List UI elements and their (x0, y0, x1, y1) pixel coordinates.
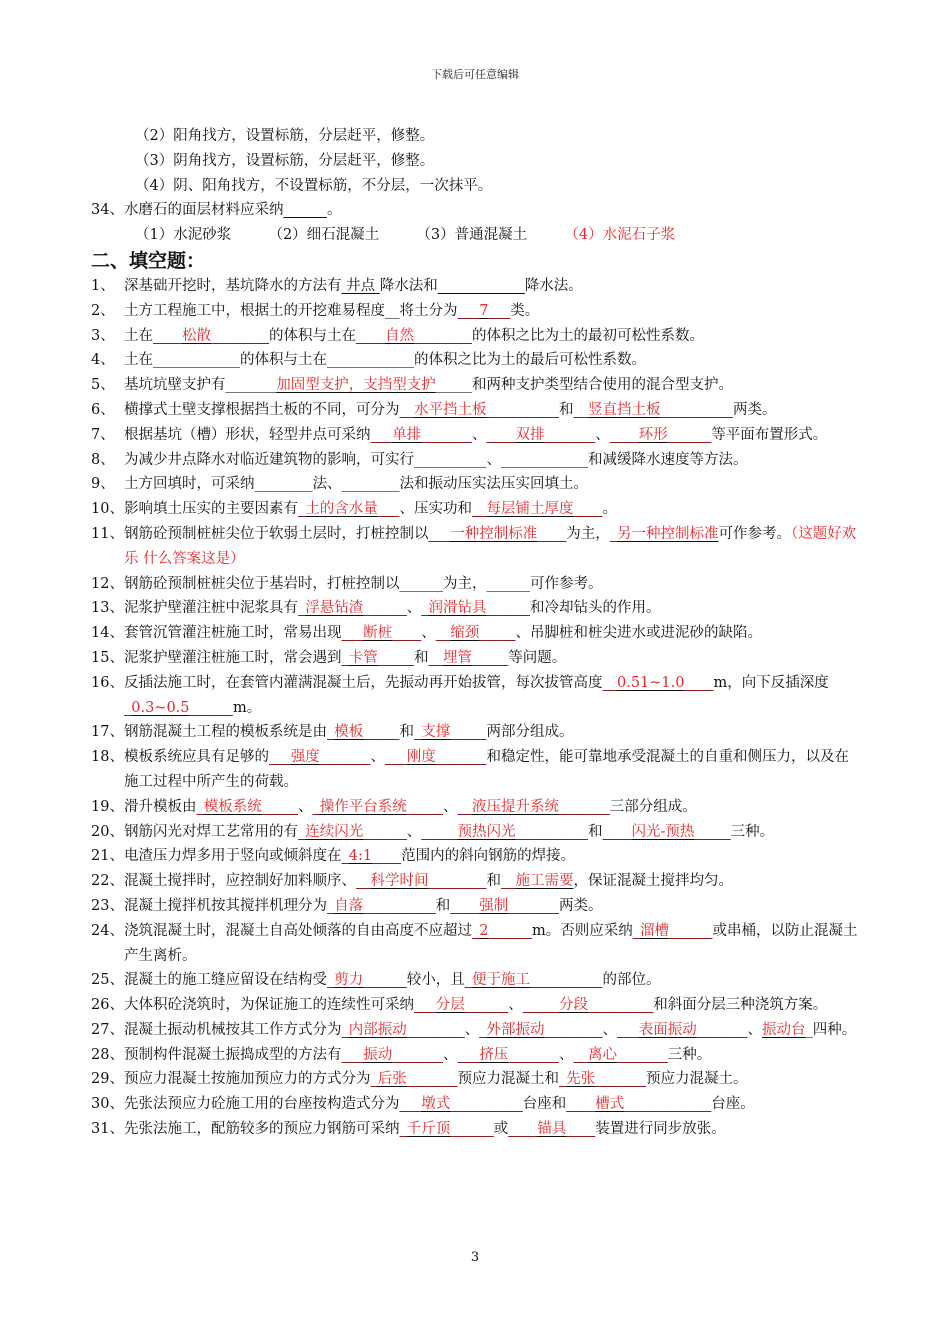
question-text: 和 (435, 897, 451, 914)
answer-text: _后张_______ (370, 1071, 458, 1088)
fill-question (91, 1043, 861, 1068)
option-2: （2）细石混凝土 (268, 227, 380, 244)
question-text: 深基础开挖时，基坑降水的方法有 (124, 277, 342, 294)
fill-question (91, 745, 861, 795)
answer-text: _4:1____ (341, 848, 402, 865)
question-text: 降水法。 (524, 277, 583, 294)
question-number: 16、 (91, 674, 124, 691)
question-text: 、 (508, 997, 523, 1014)
question-number: 27、 (91, 1021, 124, 1038)
question-text: 类。 (510, 302, 540, 319)
question-text: 、 (443, 1046, 458, 1063)
answer-text: _溜槽______ (632, 922, 713, 939)
question-number: 17、 (91, 724, 124, 741)
question-text: 混凝土的施工缝应留设在结构受 (124, 972, 327, 989)
answer-text: _便于施工__________ (464, 972, 603, 989)
question-text: 、 (298, 798, 313, 815)
answer-text: _2______ (472, 922, 532, 939)
question-number: 2、 (91, 302, 115, 319)
question-text: 、 (406, 823, 422, 840)
question-number: 4、 (91, 352, 115, 369)
question-text: 可作参考。 (718, 525, 791, 542)
answer-text: _自落__________ (327, 897, 436, 914)
question-text: 钢筋砼预制桩桩尖位于软弱土层时，打桩控制以 (124, 525, 429, 542)
question-text: 、 (747, 1021, 762, 1038)
answer-text: _____预热闪光__________ (421, 823, 588, 840)
question-number: 26、 (91, 997, 124, 1014)
question-number: 11、 (91, 525, 124, 542)
question-number: 1、 (91, 277, 115, 294)
question-text: m。 (233, 699, 262, 716)
question-number: 23、 (91, 897, 124, 914)
answer-text: ___振动_______ (341, 1046, 443, 1063)
fill-question (91, 497, 861, 522)
question-number: 3、 (91, 327, 115, 344)
fill-question (91, 299, 861, 324)
question-text: 套管沉管灌注桩施工时，常易出现 (124, 625, 342, 642)
question-text: 和 (559, 401, 574, 418)
fill-question (91, 448, 861, 473)
question-number: 25、 (91, 972, 124, 989)
question-number: 19、 (91, 798, 124, 815)
question-text: ，保证混凝土搅拌均匀。 (573, 873, 733, 890)
question-text: 、 (472, 426, 487, 443)
question-text: 范围内的斜向钢筋的焊接。 (401, 848, 576, 865)
fill-question (91, 472, 861, 497)
question-number: 24、 (91, 922, 124, 939)
answer-text: _剪力______ (327, 972, 407, 989)
question-text: 和 (414, 649, 429, 666)
question-number: 14、 (91, 625, 124, 642)
answer-text: __每层铺土厚度____ (472, 501, 603, 518)
answer-text: ___单排_______ (370, 426, 472, 443)
option-4-answer: （4）水泥石子浆 (564, 227, 676, 244)
fill-question (91, 671, 861, 721)
answer-text: __缩颈_____ (435, 625, 516, 642)
answer-text: ____锚具____ (508, 1121, 596, 1138)
question-text: 降水法和 (379, 277, 438, 294)
question-number: 22、 (91, 873, 124, 890)
option-line: （4）阴、阳角找方，不设置标筋，不分层，一次抹平。 (135, 177, 493, 194)
fill-question (91, 1067, 861, 1092)
fill-question (91, 1018, 861, 1043)
question-text: m。否则应采纳 (531, 922, 633, 939)
answer-text: _润滑钻具______ (421, 600, 530, 617)
question-text: 或 (493, 1121, 509, 1138)
question-text: 台座。 (711, 1096, 755, 1113)
fill-question (91, 596, 861, 621)
option-1: （1）水泥砂浆 (135, 227, 232, 244)
question-text: 泥浆护壁灌注桩施工时，常会遇到 (124, 649, 342, 666)
answer-text: __液压提升系统_______ (457, 798, 610, 815)
answer-text: ____环形______ (609, 426, 712, 443)
question-text: 两部分组成。 (486, 724, 574, 741)
question-number: 28、 (91, 1046, 124, 1063)
answer-text: __竖直挡土板__________ (573, 401, 733, 418)
fill-question (91, 869, 861, 894)
question-text: 三种。 (730, 823, 775, 840)
fill-question (91, 993, 861, 1018)
answer-text: ____槽式____________ (566, 1096, 712, 1113)
answer-text: 振动台 (762, 1021, 806, 1038)
question-text: 预制构件混凝土振捣成型的方法有 (124, 1046, 342, 1063)
question-text: 混凝土搅拌时，应控制好加料顺序、 (124, 873, 356, 890)
page-header-note: 下载后可任意编辑 (431, 68, 519, 81)
fill-question (91, 1117, 861, 1142)
question-text: 和斜面分层三种浇筑方案。 (653, 997, 828, 1014)
question-text: 台座和 (522, 1096, 567, 1113)
answer-text: ____强制_______ (450, 897, 559, 914)
answer-text: 加固型支护，支挡型支护 (276, 377, 436, 394)
question-text: 预应力混凝土。 (646, 1071, 748, 1088)
answer-text: ____自然________ (356, 327, 472, 344)
question-number: 20、 (91, 823, 124, 840)
question-text: 土方回填时，可采纳________法、________法和振动压实法压实回填土。 (124, 476, 588, 493)
question-text: 先张法预应力砼施工用的台座按构造式分为 (124, 1096, 400, 1113)
question-number: 31、 (91, 1121, 124, 1138)
question-text: 横撑式土壁支撑根据挡土板的不同，可分为 (124, 401, 400, 418)
question-34-options (91, 223, 861, 248)
answer-text: ____闪光-预热_____ (602, 823, 731, 840)
question-text: 土方工程施工中，根据土的开挖难易程度__将土分为 (124, 302, 458, 319)
question-number: 15、 (91, 649, 124, 666)
fill-question (91, 1092, 861, 1117)
answer-text: _土的含水量___ (298, 501, 400, 518)
annotation-note: （这题好欢乐 什么答案这是） (124, 525, 857, 567)
question-text: 基坑坑壁支护有_______ (124, 377, 277, 394)
question-text: 两类。 (733, 401, 777, 418)
question-text: 土在____________的体积与土在____________的体积之比为土的最后可松性系数。 (124, 352, 646, 369)
answer-text: _内部振动________ (341, 1021, 465, 1038)
question-text: 根据基坑（槽）形状，轻型井点可采纳 (124, 426, 371, 443)
question-text: _____和两种支护类型结合使用的混合型支护。 (435, 377, 733, 394)
question-number: 5、 (91, 377, 115, 394)
question-text: 水磨石的面层材料应采纳 (123, 202, 284, 219)
question-text: 为主， (566, 525, 610, 542)
question-text: 、 (406, 600, 422, 617)
question-text: 混凝土搅拌机按其搅拌机理分为 (124, 897, 327, 914)
question-text: 先张法施工，配筋较多的预应力钢筋可采纳 (124, 1121, 400, 1138)
question-text: 或串桶，以防止混凝土产生离析。 (124, 922, 858, 964)
fill-question (91, 398, 861, 423)
question-text: 钢筋混凝土工程的模板系统是由 (124, 724, 327, 741)
question-text: 、吊脚桩和桩尖进水或进泥砂的缺陷。 (515, 625, 762, 642)
document-body (91, 124, 861, 1142)
question-text: 土在 (124, 327, 153, 344)
answer-text: _浮悬钻渣______ (298, 600, 407, 617)
fill-question (91, 795, 861, 820)
question-text: 、 (421, 625, 436, 642)
question-text: _四种。 (805, 1021, 857, 1038)
answer-text: _连续闪光______ (298, 823, 407, 840)
question-text: 影响填土压实的主要因素有 (124, 501, 298, 518)
fill-question (91, 646, 861, 671)
question-text: 三部分组成。 (609, 798, 697, 815)
question-text: 大体积砼浇筑时，为保证施工的连续性可采纳 (124, 997, 414, 1014)
answer-text: _先张_______ (559, 1071, 646, 1088)
question-text: 钢筋闪光对焊工艺常用的有 (124, 823, 298, 840)
question-text: 预应力混凝土和 (457, 1071, 559, 1088)
fill-in-question-list (91, 274, 861, 1142)
question-text: 两类。 (559, 897, 603, 914)
question-text: 三种。 (667, 1046, 712, 1063)
question-text: 和 (399, 724, 414, 741)
answer-text: __施工需要 (501, 873, 574, 890)
question-number: 12、 (91, 575, 124, 592)
question-number: 30、 (91, 1096, 124, 1113)
question-number: 13、 (91, 600, 124, 617)
answer-text: _卡管_____ (341, 649, 414, 666)
question-text: 、 (370, 749, 385, 766)
answer-text: __0.51~1.0____ (602, 674, 714, 691)
question-text: 浇筑混凝土时，混凝土自高处倾落的自由高度不应超过 (124, 922, 472, 939)
answer-text: ___表面振动_______ (617, 1021, 748, 1038)
question-text: 、压实功和 (399, 501, 472, 518)
question-text: 等平面布置形式。 (711, 426, 828, 443)
page-number: 3 (470, 1250, 480, 1265)
question-text: 的部位。 (602, 972, 661, 989)
question-text: 、 (595, 426, 610, 443)
fill-question (91, 572, 861, 597)
fill-question (91, 844, 861, 869)
fill-question (91, 348, 861, 373)
answer-blank: 井点 (341, 277, 380, 294)
answer-text: _0.3~0.5______ (124, 699, 234, 716)
question-number: 29、 (91, 1071, 124, 1088)
question-text: 滑升模板由 (124, 798, 197, 815)
section-title: 二、填空题： (91, 249, 206, 272)
question-text: 钢筋砼预制桩桩尖位于基岩时，打桩控制以______为主，______可作参考。 (124, 575, 603, 592)
question-text: 和稳定性，能可靠地承受混凝土的自重和侧压力，以及在施工过程中所产生的荷载。 (124, 749, 849, 790)
fill-question (91, 274, 861, 299)
answer-text: _支撑_____ (414, 724, 487, 741)
answer-text: ____松散________ (153, 327, 269, 344)
answer-text: ___7___ (457, 302, 511, 319)
answer-text: ___强度_______ (269, 749, 371, 766)
question-text: 、 (559, 1046, 574, 1063)
question-text: 电渣压力焊多用于竖向或倾斜度在 (124, 848, 342, 865)
fill-question (91, 968, 861, 993)
question-text: 模板系统应具有足够的 (124, 749, 269, 766)
fill-question (91, 522, 861, 572)
question-34: 34、水磨石的面层材料应采纳______。 (91, 202, 342, 219)
answer-text: _模板_____ (327, 724, 400, 741)
option-line: （3）阴角找方，设置标筋，分层赶平，修整。 (135, 152, 435, 169)
question-text: 较小，且 (406, 972, 465, 989)
question-text: 和 (486, 873, 501, 890)
question-number: 18、 (91, 749, 124, 766)
answer-text: ___一种控制标准____ (428, 525, 567, 542)
question-text: 和冷却钻头的作用。 (530, 600, 661, 617)
fill-question (91, 919, 861, 969)
answer-text: _外部振动________ (479, 1021, 603, 1038)
answer-text: ___分层______ (414, 997, 509, 1014)
answer-blank: ____________ (437, 277, 525, 294)
option-line: （2）阳角找方，设置标筋，分层赶平，修整。 (135, 128, 435, 144)
fill-question (91, 324, 861, 349)
answer-text: ____双排_______ (486, 426, 596, 443)
question-text: 、 (602, 1021, 617, 1038)
answer-blank: ______ (283, 202, 327, 219)
question-number: 10、 (91, 501, 124, 518)
question-text: 。 (602, 501, 617, 518)
question-number: 21、 (91, 848, 124, 865)
question-text: 、 (443, 798, 458, 815)
question-text: 装置进行同步放张。 (595, 1121, 726, 1138)
fill-question (91, 621, 861, 646)
question-text: 反插法施工时，在套管内灌满混凝土后，先振动再开始拔管，每次拔管高度 (124, 674, 603, 691)
fill-question (91, 894, 861, 919)
question-text: 和 (588, 823, 603, 840)
question-number: 34、 (91, 202, 124, 219)
question-text: 的体积与土在 (269, 327, 356, 344)
question-text: 的体积之比为土的最初可松性系数。 (472, 327, 704, 344)
answer-text: ___挤压_______ (457, 1046, 559, 1063)
answer-text: __科学时间________ (356, 873, 487, 890)
answer-text: _模板系统_____ (196, 798, 298, 815)
answer-text: __埋管_____ (428, 649, 509, 666)
question-number: 8、 (91, 451, 115, 468)
answer-text: ___刚度_______ (385, 749, 487, 766)
fill-question (91, 820, 861, 845)
question-text: 为减少井点降水对临近建筑物的影响，可实行__________、____________和减缓降水速度等方法。 (124, 451, 748, 468)
option-3: （3）普通混凝土 (416, 227, 528, 244)
answer-text: __离心_______ (573, 1046, 668, 1063)
question-text: 等问题。 (508, 649, 567, 666)
answer-text: ___断桩____ (341, 625, 422, 642)
fill-question (91, 720, 861, 745)
answer-text: _另一种控制标准 (609, 525, 719, 542)
question-number: 6、 (91, 401, 115, 418)
question-text: 、 (464, 1021, 480, 1038)
question-text: 预应力混凝土按施加预应力的方式分为 (124, 1071, 371, 1088)
question-text: m，向下反插深度 (713, 674, 829, 691)
question-text: 混凝土振动机械按其工作方式分为 (124, 1021, 342, 1038)
answer-text: __水平挡土板__________ (399, 401, 559, 418)
question-number: 7、 (91, 426, 115, 443)
question-text: 泥浆护壁灌注桩中泥浆具有 (124, 600, 298, 617)
answer-text: _操作平台系统_____ (312, 798, 443, 815)
answer-text: ___墩式__________ (399, 1096, 523, 1113)
answer-text: _____分段_________ (522, 997, 654, 1014)
question-number: 9、 (91, 476, 115, 493)
answer-text: _千斤顶______ (399, 1121, 494, 1138)
fill-question (91, 423, 861, 448)
fill-question (91, 373, 861, 398)
